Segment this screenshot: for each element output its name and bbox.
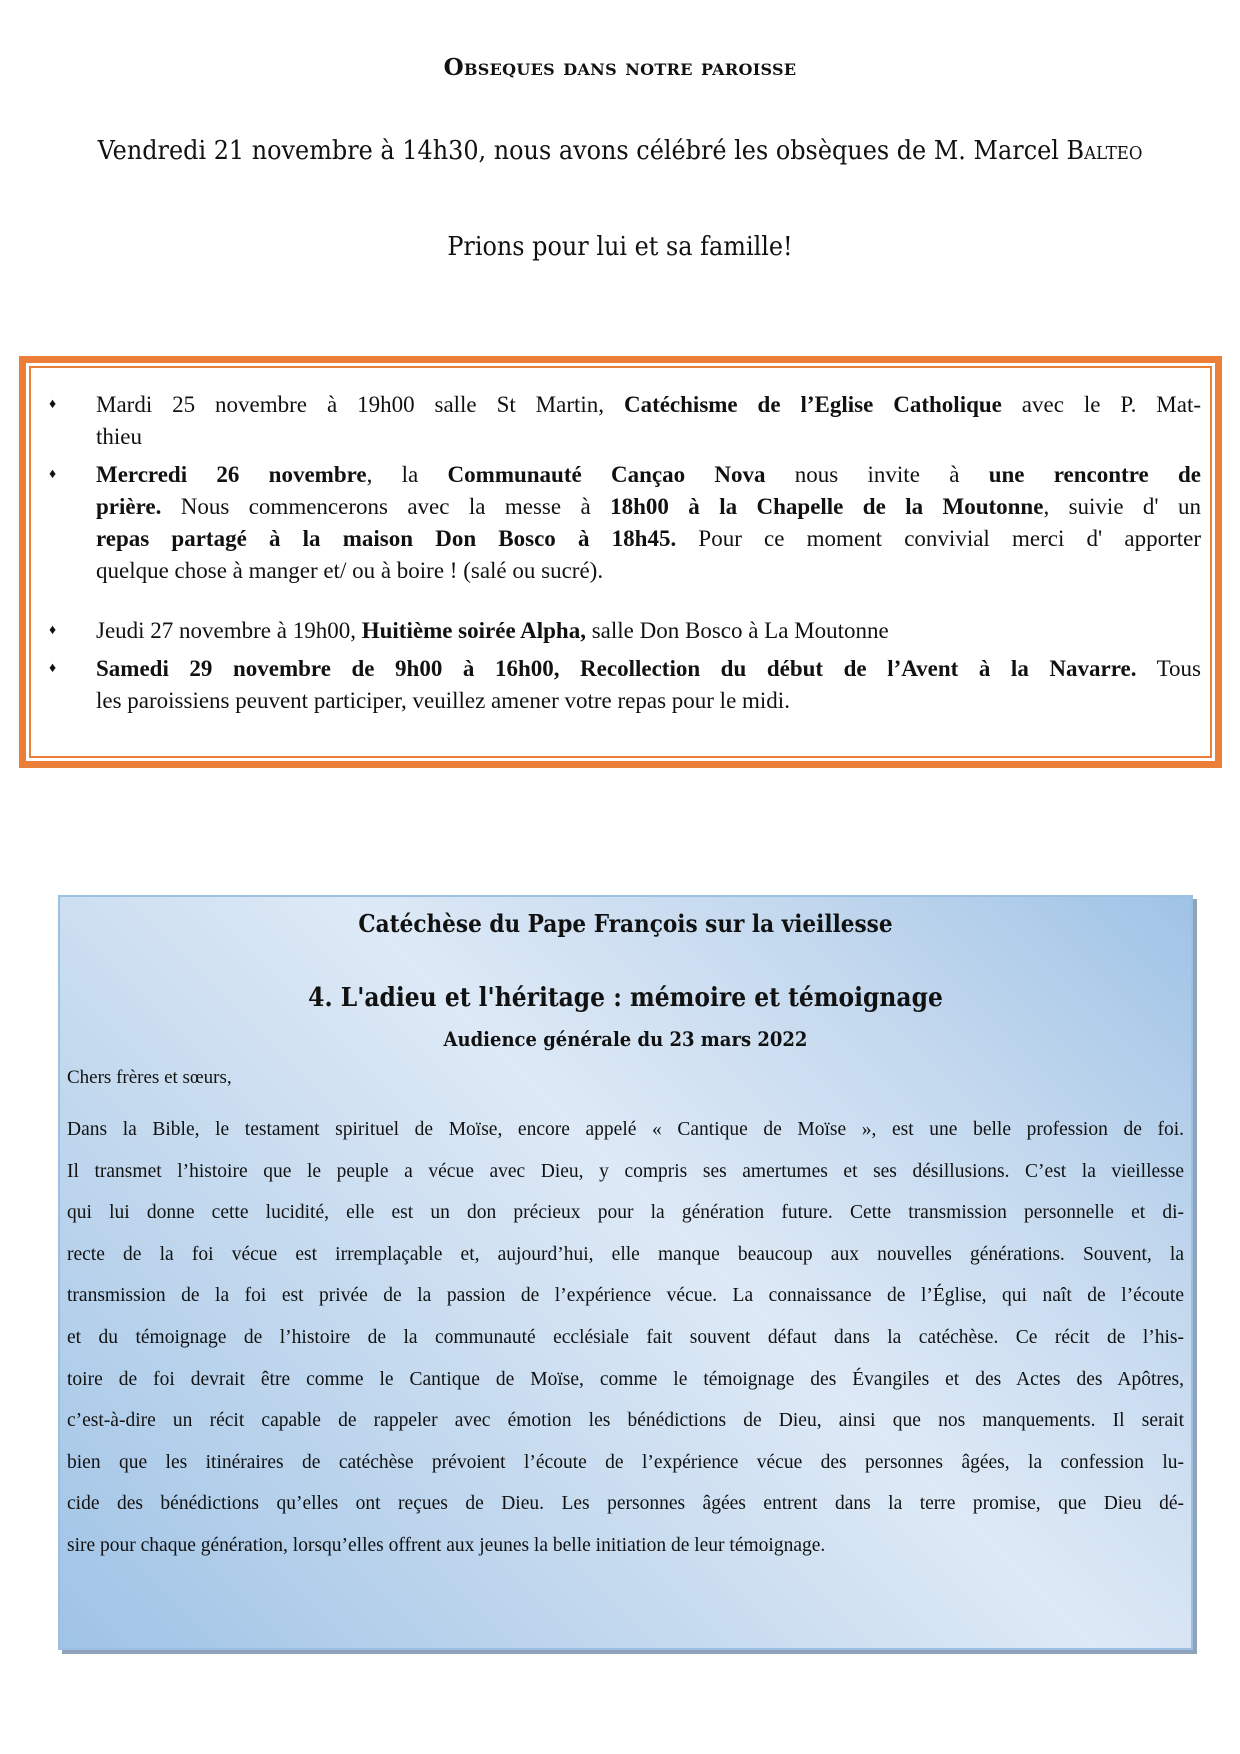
funeral-announcement-text: Vendredi 21 novembre à 14h30, nous avons célébré les obsèques de M. Marcel	[97, 136, 1067, 166]
text: les paroissiens peuvent participer, veuillez amener votre repas pour le midi.	[96, 688, 790, 713]
paragraph-line: cide des bénédictions qu’elles ont reçues de Dieu. Les personnes âgées entrent dans la terre promise, que Dieu dé-	[67, 1493, 1184, 1515]
bold-text: 18h00 à la Chapelle de la Moutonne	[610, 494, 1044, 519]
text: salle Don Bosco à La Moutonne	[585, 618, 889, 643]
diamond-bullet-icon: ♦	[49, 623, 57, 638]
audience-date: Audience générale du 23 mars 2022	[443, 1027, 808, 1051]
announcement-line	[96, 615, 1201, 647]
catechesis-title: Catéchèse du Pape François sur la vieillesse	[358, 909, 893, 938]
paragraph-line: bien que les itinéraires de catéchèse prévoient l’écoute de l’expérience vécue des personnes âgées, la confession lu-	[67, 1451, 1184, 1473]
bold-text: repas partagé à la maison Don Bosco à 18h45.	[96, 526, 677, 551]
paragraph-line: sire pour chaque génération, lorsqu’elles offrent aux jeunes la belle initiation de leur témoignage.	[67, 1534, 826, 1556]
text: avec le P. Mat-	[1001, 392, 1201, 417]
announcement-item	[49, 389, 1201, 453]
announcement-line	[96, 421, 1201, 453]
bold-text: Catéchisme de l’Eglise Catholique	[623, 392, 1002, 417]
diamond-bullet-icon: ♦	[49, 397, 57, 412]
announcements-box	[19, 356, 1222, 768]
text: Mardi 25 novembre à 19h00 salle St Martin,	[96, 392, 624, 417]
announcement-line	[96, 523, 1201, 555]
paragraph-line: c’est-à-dire un récit capable de rappeler avec émotion les bénédictions de Dieu, ainsi que nos manquements. Il serait	[67, 1410, 1184, 1432]
catechesis-paragraph	[67, 1109, 1184, 1567]
catechesis-box	[58, 895, 1193, 1650]
announcement-line	[96, 653, 1201, 685]
announcement-line	[96, 389, 1201, 421]
text: Tous	[1136, 656, 1201, 681]
announcement-item	[49, 459, 1201, 587]
paragraph-line: toire de foi devrait être comme le Cantique de Moïse, comme le témoignage des Évangiles et des Actes des Apôtres,	[67, 1368, 1184, 1390]
funeral-section-title: Obseques dans notre paroisse	[443, 54, 797, 81]
text: , suivie d' un	[1043, 494, 1201, 519]
bold-text: Mercredi 26 novembre	[96, 462, 367, 487]
text: quelque chose à manger et/ ou à boire ! (salé ou sucré).	[96, 558, 604, 583]
diamond-bullet-icon: ♦	[49, 467, 57, 482]
bold-text: Samedi 29 novembre de 9h00 à 16h00, Recollection du début de l’Avent à la Navarre.	[96, 656, 1137, 681]
paragraph-line: qui lui donne cette lucidité, elle est un don précieux pour la génération future. Cette transmission personnelle et di-	[67, 1202, 1184, 1224]
prayer-line: Prions pour lui et sa famille!	[447, 232, 793, 262]
paragraph-line: Dans la Bible, le testament spirituel de Moïse, encore appelé « Cantique de Moïse », est une belle profession de foi.	[67, 1119, 1184, 1140]
text: Nous commencerons avec la messe à	[161, 494, 611, 519]
announcement-line	[96, 685, 1201, 717]
announcement-item	[49, 615, 1201, 647]
paragraph-line: recte de la foi vécue est irremplaçable et, aujourd’hui, elle manque beaucoup aux nouvelles générations. Souvent, la	[67, 1243, 1184, 1265]
text: nous invite à	[765, 462, 989, 487]
catechesis-subtitle: 4. L'adieu et l'héritage : mémoire et témoignage	[308, 983, 943, 1013]
deceased-name: Balteo	[1066, 136, 1143, 166]
bold-text: Huitième soirée Alpha,	[361, 618, 586, 643]
announcement-line	[96, 491, 1201, 523]
diamond-bullet-icon: ♦	[49, 661, 57, 676]
announcement-line	[96, 555, 1201, 587]
bold-text: une rencontre de	[988, 462, 1201, 487]
greeting: Chers frères et sœurs,	[67, 1067, 232, 1088]
bold-text: prière.	[96, 494, 162, 519]
bold-text: Communauté Cançao Nova	[447, 462, 766, 487]
paragraph-line: transmission de la foi est privée de la passion de l’expérience vécue. La connaissance de l’Église, qui naît de l’écoute	[67, 1285, 1184, 1307]
paragraph-line: Il transmet l’histoire que le peuple a vécue avec Dieu, y compris ses amertumes et ses désillusions. C’est la vieillesse	[67, 1160, 1184, 1182]
text: , la	[366, 462, 448, 487]
funeral-announcement	[50, 136, 1191, 166]
paragraph-line: et du témoignage de l’histoire de la communauté ecclésiale fait souvent défaut dans la catéchèse. Ce récit de l’his-	[67, 1326, 1184, 1348]
announcement-line	[96, 459, 1201, 491]
text: Pour ce moment convivial merci d' apporter	[676, 526, 1201, 551]
text: Jeudi 27 novembre à 19h00,	[96, 618, 362, 643]
text: thieu	[96, 424, 142, 449]
announcement-item	[49, 653, 1201, 717]
